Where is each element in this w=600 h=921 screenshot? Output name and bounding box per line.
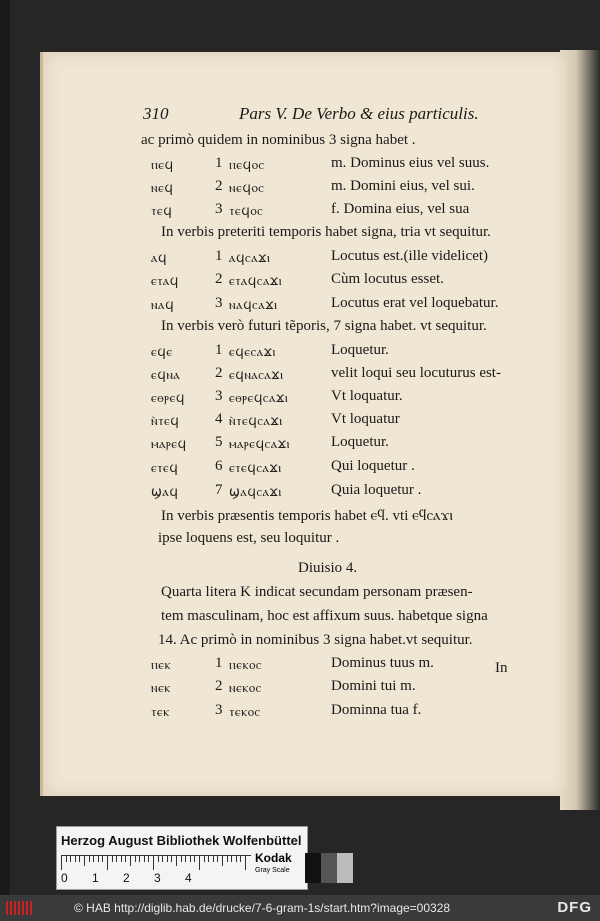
ruler-tick: [213, 856, 214, 862]
ruler-tick: [245, 856, 246, 870]
signum-number: 7: [215, 482, 223, 498]
ruler-tick: [98, 856, 99, 862]
signum-number: 2: [215, 365, 223, 381]
latin-gloss: Dominna tua f.: [331, 702, 422, 718]
ruler-tick: [194, 856, 195, 862]
coptic-form: ⲛⲉⲕⲟⲥ: [229, 681, 262, 696]
ruler-tick: [107, 856, 108, 870]
coptic-prefix: ⲧⲉϥ: [151, 204, 173, 219]
ruler-tick: [102, 856, 103, 862]
scale-number: 3: [154, 871, 161, 885]
ruler-tick: [162, 856, 163, 862]
coptic-prefix: ⲙⲁⲣⲉϥ: [151, 437, 187, 452]
coptic-prefix: ⲉⲧⲉϥ: [151, 461, 179, 476]
ruler-tick: [116, 856, 117, 862]
ruler-tick: [176, 856, 177, 866]
signum-number: 3: [215, 201, 223, 217]
latin-gloss: m. Domini eius, vel sui.: [331, 178, 475, 194]
paradigm-row: [43, 411, 563, 431]
ruler-tick: [121, 856, 122, 862]
paradigm-row: [43, 388, 563, 408]
coptic-prefix: ⲁϥ: [151, 251, 168, 266]
scale-ruler: [61, 855, 251, 872]
signum-number: 3: [215, 295, 223, 311]
coptic-form: ⲉⲧⲉϥⲥⲁϫⲓ: [229, 461, 282, 476]
coptic-form: ⲛ̀ⲧⲉϥⲥⲁϫⲓ: [229, 414, 283, 429]
latin-gloss: Domini tui m.: [331, 678, 416, 694]
ruler-tick: [84, 856, 85, 866]
ruler-tick: [231, 856, 232, 862]
scale-number: 2: [123, 871, 130, 885]
latin-gloss: Locutus erat vel loquebatur.: [331, 295, 499, 311]
ruler-tick: [222, 856, 223, 866]
paradigm-row: [43, 482, 563, 502]
ruler-tick: [75, 856, 76, 862]
coptic-form: ⲉϥⲛⲁⲥⲁϫⲓ: [229, 368, 284, 383]
coptic-prefix: ⲧⲉⲕ: [151, 705, 170, 720]
paradigm-row: [43, 702, 563, 722]
text-line: 14. Ac primò in nominibus 3 signa habet.vt sequitur.: [158, 632, 473, 648]
coptic-prefix: ⲉⲧⲁϥ: [151, 274, 179, 289]
paradigm-row: [43, 295, 563, 315]
text-line: ipse loquens est, seu loquitur .: [158, 530, 340, 546]
color-calibration-card: [56, 826, 308, 890]
ruler-tick: [208, 856, 209, 862]
ruler-tick: [240, 856, 241, 862]
library-name: Herzog August Bibliothek Wolfenbüttel: [61, 833, 302, 848]
latin-gloss: velit loqui seu locuturus est-: [331, 365, 501, 381]
coptic-form: ⲙⲁⲣⲉϥⲥⲁϫⲓ: [229, 437, 291, 452]
latin-gloss: Loquetur.: [331, 434, 389, 450]
ruler-tick: [171, 856, 172, 862]
ruler-tick: [144, 856, 145, 862]
text-line: Quarta litera K indicat secundam personam præsen-: [161, 584, 473, 600]
coptic-prefix: ⲛⲁϥ: [151, 298, 175, 313]
signum-number: 2: [215, 678, 223, 694]
latin-gloss: Dominus tuus m.: [331, 655, 434, 671]
coptic-form: ⲉⲧⲁϥⲥⲁϫⲓ: [229, 274, 283, 289]
coptic-prefix: ⲛ̀ⲧⲉϥ: [151, 414, 180, 429]
signum-number: 1: [215, 155, 223, 171]
latin-gloss: Quia loquetur .: [331, 482, 422, 498]
latin-gloss: Vt loquatur: [331, 411, 400, 427]
paradigm-row: [43, 655, 563, 675]
coptic-prefix: ⲉϥⲛⲁ: [151, 368, 181, 383]
coptic-form: ⲛⲁϥⲥⲁϫⲓ: [229, 298, 278, 313]
paradigm-row: [43, 342, 563, 362]
paradigm-row: [43, 365, 563, 385]
latin-gloss: Vt loquatur.: [331, 388, 403, 404]
ruler-tick: [158, 856, 159, 862]
dfg-logo: DFG: [557, 899, 592, 916]
coptic-prefix: ⲡⲉϥ: [151, 158, 174, 173]
latin-gloss: Cùm locutus esset.: [331, 271, 444, 287]
coptic-form: ⲉⲑⲣⲉϥⲥⲁϫⲓ: [229, 391, 289, 406]
ruler-tick: [89, 856, 90, 862]
signum-number: 2: [215, 271, 223, 287]
hab-logo-icon: [6, 901, 34, 915]
coptic-prefix: ⲛⲉϥ: [151, 181, 174, 196]
ruler-tick: [125, 856, 126, 862]
paradigm-row: [43, 155, 563, 175]
signum-number: 3: [215, 702, 223, 718]
latin-gloss: f. Domina eius, vel sua: [331, 201, 470, 217]
running-head-title: Pars V. De Verbo & eius particulis.: [239, 104, 479, 123]
ruler-tick: [61, 856, 62, 870]
signum-number: 1: [215, 342, 223, 358]
ruler-tick: [236, 856, 237, 862]
paradigm-row: [43, 248, 563, 268]
paradigm-row: [43, 178, 563, 198]
coptic-form: ⲡⲉⲕⲟⲥ: [229, 658, 263, 673]
source-url[interactable]: © HAB http://diglib.hab.de/drucke/7-6-gram-1s/start.htm?image=00328: [74, 901, 451, 915]
coptic-prefix: ⲡⲉⲕ: [151, 658, 171, 673]
signum-number: 1: [215, 655, 223, 671]
coptic-form: ⲁϥⲥⲁϫⲓ: [229, 251, 271, 266]
ruler-tick: [199, 856, 200, 870]
paradigm-row: [43, 201, 563, 221]
ruler-tick: [181, 856, 182, 862]
latin-gloss: m. Dominus eius vel suus.: [331, 155, 490, 171]
ruler-tick: [167, 856, 168, 862]
text-line: Diuisio 4.: [298, 560, 358, 576]
signum-number: 1: [215, 248, 223, 264]
latin-gloss: Locutus est.(ille videlicet): [331, 248, 489, 264]
ruler-tick: [130, 856, 131, 866]
footer-bar: [0, 895, 600, 921]
paradigm-row: [43, 434, 563, 454]
book-page: [40, 52, 567, 796]
ruler-tick: [66, 856, 67, 862]
ruler-tick: [139, 856, 140, 862]
ruler-tick: [112, 856, 113, 862]
scale-number: 0: [61, 871, 68, 885]
coptic-prefix: ⲉⲑⲣⲉϥ: [151, 391, 185, 406]
paradigm-row: [43, 458, 563, 478]
ruler-tick: [70, 856, 71, 862]
book-spine: [0, 0, 10, 895]
scale-number: 1: [92, 871, 99, 885]
coptic-prefix: ⲉϥⲉ: [151, 345, 173, 360]
coptic-form: ⲉϥⲉⲥⲁϫⲓ: [229, 345, 277, 360]
coptic-prefix: ϣⲁϥ: [151, 485, 179, 500]
ruler-tick: [204, 856, 205, 862]
ruler-tick: [153, 856, 154, 870]
ruler-tick: [93, 856, 94, 862]
text-line: In verbis præsentis temporis habet ⲉϥ. vti ⲉϥⲥⲁϫⲓ: [161, 508, 453, 524]
coptic-form: ⲛⲉϥⲟⲥ: [229, 181, 265, 196]
signum-number: 2: [215, 178, 223, 194]
coptic-form: ⲧⲉϥⲟⲥ: [229, 204, 264, 219]
ruler-tick: [185, 856, 186, 862]
text-line: ac primò quidem in nominibus 3 signa habet .: [141, 132, 416, 148]
ruler-tick: [190, 856, 191, 862]
paradigm-row: [43, 678, 563, 698]
gray-swatches: [305, 853, 353, 883]
ruler-tick: [217, 856, 218, 862]
kodak-label: Kodak: [255, 851, 292, 865]
latin-gloss: Qui loquetur .: [331, 458, 415, 474]
signum-number: 6: [215, 458, 223, 474]
signum-number: 3: [215, 388, 223, 404]
signum-number: 4: [215, 411, 223, 427]
ruler-tick: [79, 856, 80, 862]
coptic-form: ϣⲁϥⲥⲁϫⲓ: [229, 485, 282, 500]
coptic-form: ⲡⲉϥⲟⲥ: [229, 158, 265, 173]
latin-gloss: Loquetur.: [331, 342, 389, 358]
scale-number: 4: [185, 871, 192, 885]
paradigm-row: [43, 271, 563, 291]
text-line: In verbis preteriti temporis habet signa, tria vt sequitur.: [161, 224, 491, 240]
coptic-prefix: ⲛⲉⲕ: [151, 681, 171, 696]
signum-number: 5: [215, 434, 223, 450]
ruler-tick: [148, 856, 149, 862]
catchword: In: [495, 660, 508, 676]
ruler-tick: [135, 856, 136, 862]
coptic-form: ⲧⲉⲕⲟⲥ: [229, 705, 261, 720]
text-line: tem masculinam, hoc est affixum suus. habetque signa: [161, 608, 488, 624]
ruler-tick: [227, 856, 228, 862]
text-line: In verbis verò futuri tẽporis, 7 signa habet. vt sequitur.: [161, 318, 487, 334]
folio-number: 310: [143, 104, 169, 123]
gray-scale-label: Gray Scale: [255, 867, 290, 874]
